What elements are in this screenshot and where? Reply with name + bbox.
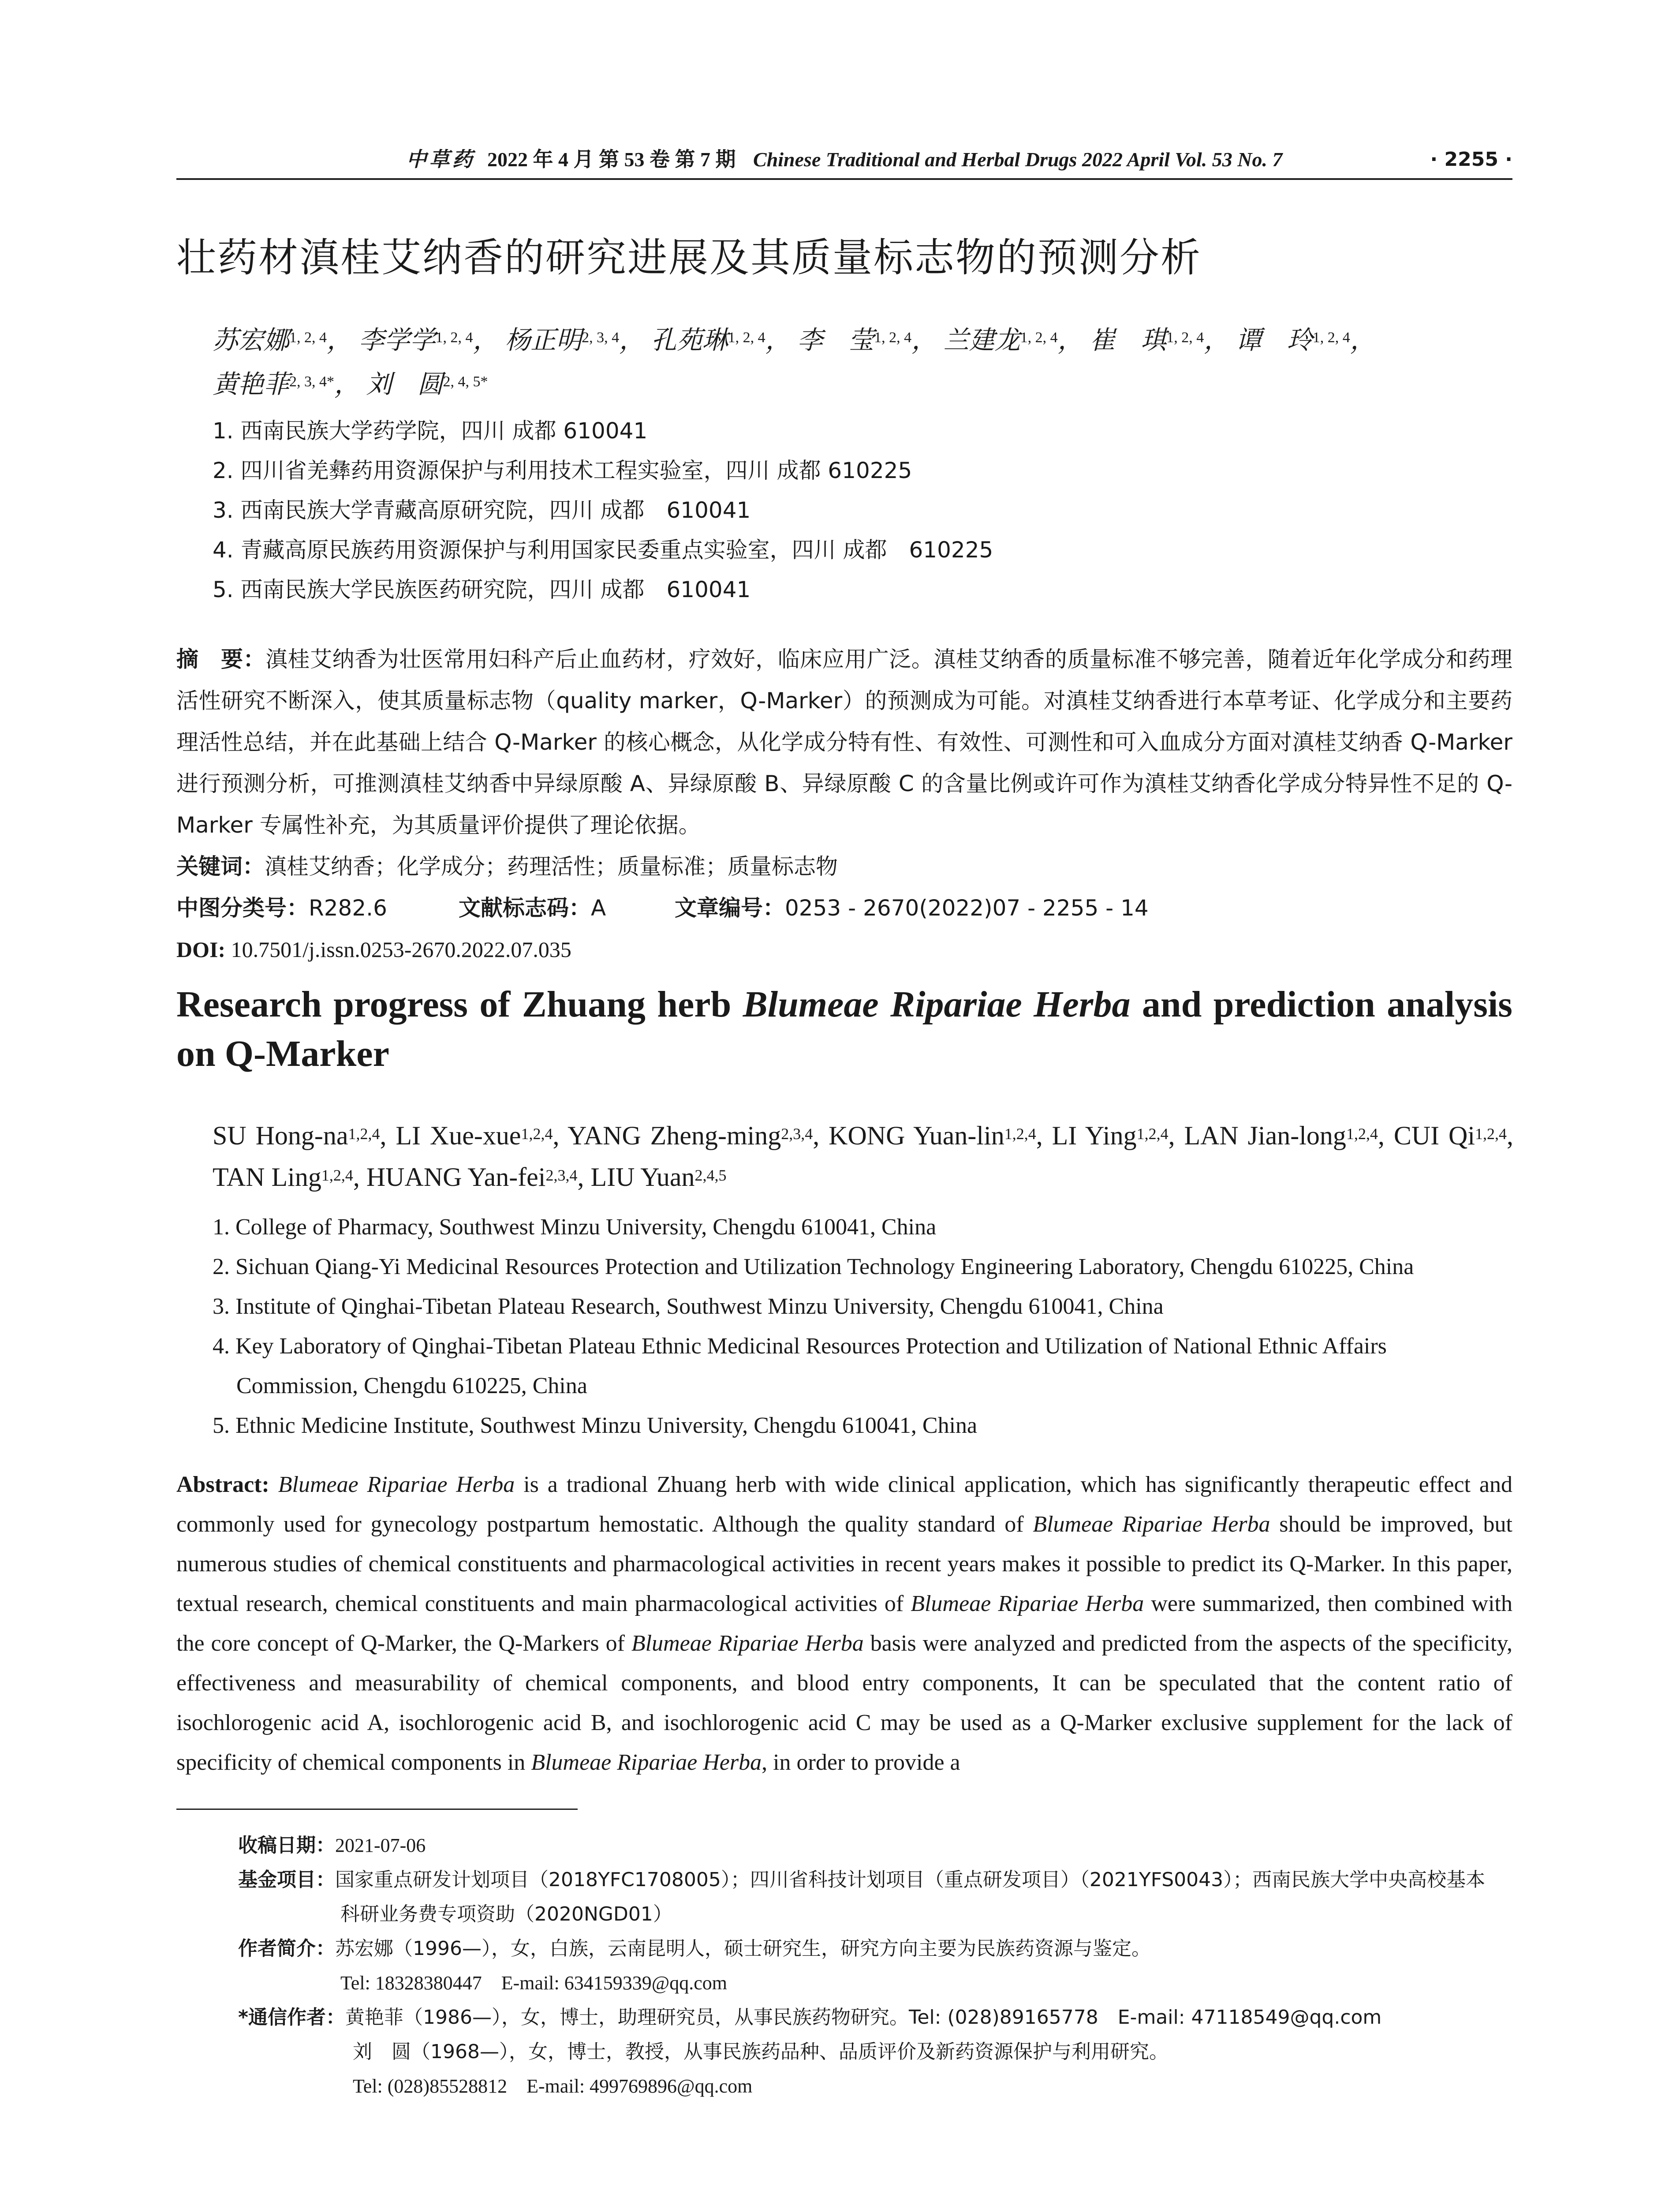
abstract-zh-label: 摘 要： xyxy=(176,647,266,672)
doi-line xyxy=(176,929,1512,970)
abstract-en: Abstract: Blumeae Ripariae Herba is a tradional Zhuang herb with wide clinical application, which has significantly therapeutic effect and commonly used for gynecology postpartum hemostatic. Although the quality standard of Blumeae Ripariae Herba should be improved, but numerous studies of chemical constituents and pharmacological activities in recent years makes it possible to predict its Q-Marker. In this paper, textual research, chemical constituents and main pharmacological activities of Blumeae Ripariae Herba were summarized, then combined with the core concept of Q-Marker, the Q-Markers of Blumeae Ripariae Herba basis were analyzed and predicted from the aspects of the specificity, effectiveness and measurability of chemical components, and blood entry components, It can be speculated that the content ratio of isochlorogenic acid A, isochlorogenic acid B, and isochlorogenic acid C may be used as a Q-Marker exclusive supplement for the lack of specificity of chemical components in Blumeae Ripariae Herba, in order to provide a xyxy=(176,1472,1512,1775)
footnote-fund: 基金项目：国家重点研发计划项目（2018YFC1708005）；四川省科技计划项目（重点研发项目）（2021YFS0043）；西南民族大学中央高校基本 科研业务费专项资助（2020NGD01） xyxy=(238,1869,1486,1925)
doi-value: 10.7501/j.issn.0253-2670.2022.07.035 xyxy=(231,937,571,962)
affiliation-zh: 2. 四川省羌彝药用资源保护与利用技术工程实验室，四川 成都 610225 xyxy=(213,458,912,483)
author-zh: 苏宏娜$^{1, 2, 4}$， xyxy=(213,326,353,355)
authors-zh xyxy=(213,318,1513,407)
footnote-rule xyxy=(176,1809,578,1810)
footnote-author-bio: 作者简介：苏宏娜（1996—），女，白族，云南昆明人，硕士研究生，研究方向主要为民族药资源与鉴定。 Tel: 18328380447 E-mail: 634159339@qq.com xyxy=(238,1937,1151,1994)
affiliation-en: 3. Institute of Qinghai-Tibetan Plateau Research, Southwest Minzu University, Chengdu 610041, China xyxy=(213,1294,1164,1319)
author-zh: 孔苑琳$^{1, 2, 4}$， xyxy=(651,326,791,355)
author-en: SU Hong-na$^{1,2,4}$, xyxy=(213,1121,396,1150)
author-en: LAN Jian-long$^{1,2,4}$, xyxy=(1184,1121,1394,1150)
author-zh: 黄艳菲$^{2, 3, 4*}$， xyxy=(213,370,360,399)
author-en: TAN Ling$^{1,2,4}$, xyxy=(213,1162,366,1192)
keywords-zh xyxy=(176,846,1512,887)
author-zh: 李学学$^{1, 2, 4}$， xyxy=(358,326,499,355)
author-zh: 谭 玲$^{1, 2, 4}$， xyxy=(1236,326,1376,355)
header-issue-en: Chinese Traditional and Herbal Drugs 2022 April Vol. 53 No. 7 xyxy=(753,148,1283,171)
abstract-en-label: Abstract: xyxy=(176,1472,269,1497)
footnote-received: 收稿日期：2021-07-06 xyxy=(238,1834,426,1857)
article-number-value: 0253 - 2670(2022)07 - 2255 - 14 xyxy=(785,895,1149,921)
author-en: YANG Zheng-ming$^{2,3,4}$, xyxy=(567,1121,829,1150)
header-issue-zh: 2022 年 4 月 第 53 卷 第 7 期 xyxy=(487,148,736,171)
doc-code-value: A xyxy=(591,895,606,921)
author-en: LI Xue-xue$^{1,2,4}$, xyxy=(396,1121,568,1150)
header-journal-line xyxy=(176,142,1512,177)
author-en: HUANG Yan-fei$^{2,3,4}$, xyxy=(366,1162,591,1192)
title-zh: 壮药材滇桂艾纳香的研究进展及其质量标志物的预测分析 xyxy=(176,235,1202,281)
abstract-zh-text: 滇桂艾纳香为壮医常用妇科产后止血药材，疗效好，临床应用广泛。滇桂艾纳香的质量标准不够完善，随着近年化学成分和药理活性研究不断深入，使其质量标志物（quality marker，Q-Marker）的预测成为可能。对滇桂艾纳香进行本草考证、化学成分和主要药理活性总结，并在此基础上结合 Q-Marker 的核心概念，从化学成分特有性、有效性、可测性和可入血成分方面对滇桂艾纳香 Q-Marker 进行预测分析，可推测滇桂艾纳香中异绿原酸 A、异绿原酸 B、异绿原酸 C 的含量比例或许可作为滇桂艾纳香化学成分特异性不足的 Q-Marker 专属性补充，为其质量评价提供了理论依据。 xyxy=(176,647,1513,838)
author-zh: 崔 琪$^{1, 2, 4}$， xyxy=(1090,326,1230,355)
author-en: LI Ying$^{1,2,4}$, xyxy=(1052,1121,1184,1150)
authors-en xyxy=(213,1115,1513,1198)
author-en: LIU Yuan$^{2,4,5}$ xyxy=(590,1162,727,1192)
article-number-label: 文章编号： xyxy=(675,895,785,921)
footnote-corresponding: *通信作者：黄艳菲（1986—），女，博士，助理研究员，从事民族药物研究。Tel: (028)89165778 E-mail: 47118549@qq.com 刘 圆（1968—），女，博士，教授，从事民族药品种、品质评价及新药资源保护与利用研究。 Tel: (028)85528812 E-mail: 499769896@qq.com xyxy=(238,2006,1382,2097)
running-header xyxy=(176,142,1512,177)
keywords-zh-text: 滇桂艾纳香；化学成分；药理活性；质量标准；质量标志物 xyxy=(265,854,838,879)
clc-label: 中图分类号： xyxy=(176,895,309,921)
doc-code-label: 文献标志码： xyxy=(459,895,591,921)
clc-value: R282.6 xyxy=(309,895,387,921)
keywords-zh-label: 关键词： xyxy=(176,854,265,879)
affiliation-en: 2. Sichuan Qiang-Yi Medicinal Resources Protection and Utilization Technology Engineering Laboratory, Chengdu 610225, China xyxy=(213,1254,1414,1279)
author-zh: 刘 圆$^{2, 4, 5*}$ xyxy=(366,370,488,399)
page-number: · 2255 · xyxy=(1430,148,1512,171)
affiliation-zh: 1. 西南民族大学药学院，四川 成都 610041 xyxy=(213,418,648,444)
title-en-herb: Blumeae Ripariae Herba xyxy=(743,984,1131,1025)
affiliation-en: 5. Ethnic Medicine Institute, Southwest Minzu University, Chengdu 610041, China xyxy=(213,1413,978,1438)
title-en: Research progress of Zhuang herb Blumeae Ripariae Herba and prediction analysis on Q-Marker xyxy=(176,984,1512,1074)
author-zh: 李 莹$^{1, 2, 4}$， xyxy=(797,326,937,355)
abstract-zh xyxy=(176,639,1512,846)
author-zh: 杨正明$^{2, 3, 4}$， xyxy=(505,326,645,355)
header-rule xyxy=(176,178,1512,180)
affiliation-en: 1. College of Pharmacy, Southwest Minzu University, Chengdu 610041, China xyxy=(213,1215,937,1240)
affiliation-zh: 4. 青藏高原民族药用资源保护与利用国家民委重点实验室，四川 成都 610225 xyxy=(213,537,993,563)
classification-line xyxy=(176,887,1512,929)
doi-label: DOI: xyxy=(176,937,226,962)
affiliation-zh: 3. 西南民族大学青藏高原研究院，四川 成都 610041 xyxy=(213,497,751,523)
author-en: CUI Qi$^{1,2,4}$, xyxy=(1393,1121,1514,1150)
author-en: KONG Yuan-lin$^{1,2,4}$, xyxy=(829,1121,1052,1150)
author-zh: 兰建龙$^{1, 2, 4}$， xyxy=(943,326,1083,355)
journal-logo: 中草药 xyxy=(406,148,475,171)
affiliation-zh: 5. 西南民族大学民族医药研究院，四川 成都 610041 xyxy=(213,577,751,602)
affiliation-en: 4. Key Laboratory of Qinghai-Tibetan Plateau Ethnic Medicinal Resources Protection and Utilization of National Ethnic Affairs Commission, Chengdu 610225, China xyxy=(213,1334,1387,1398)
